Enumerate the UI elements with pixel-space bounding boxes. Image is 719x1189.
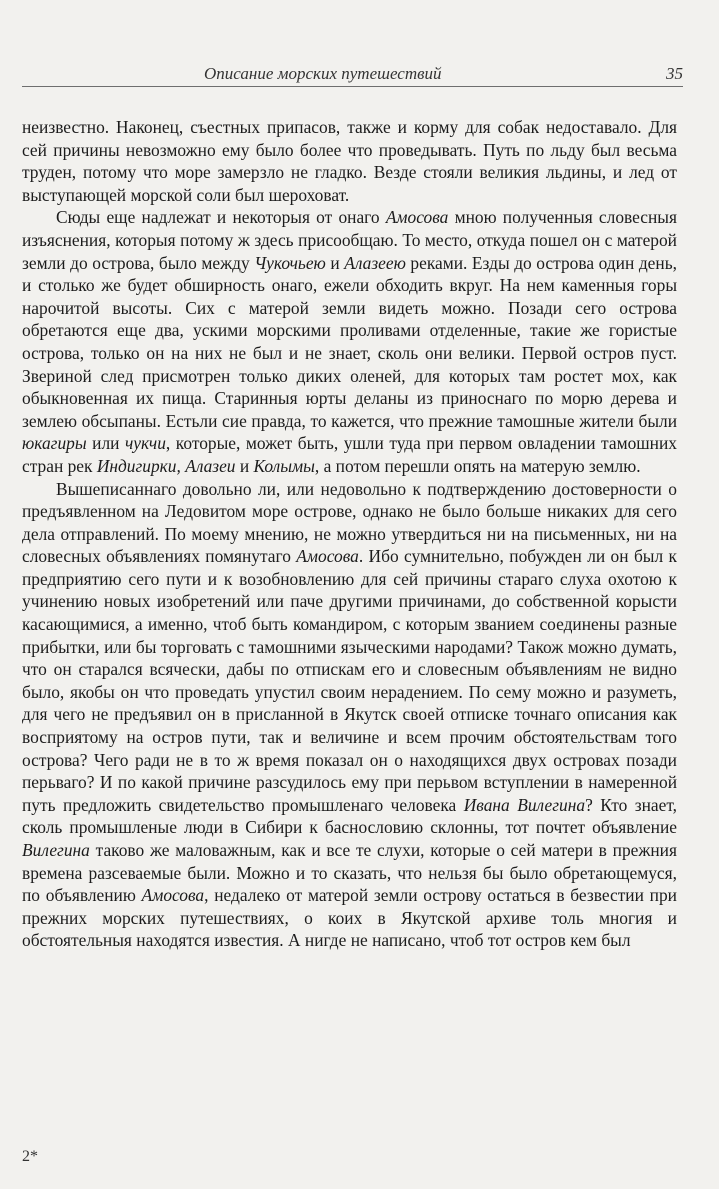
text-run: , которые, может быть, ушли туда при первом овладении тамошних стран рек (22, 433, 677, 476)
italic-name: Колымы (253, 455, 315, 476)
text-run: и (235, 455, 254, 476)
italic-name: Амосова (296, 546, 359, 567)
text-run: и (325, 252, 345, 273)
italic-name: чукчи (124, 433, 166, 454)
italic-name: Алазеею (344, 252, 406, 273)
italic-name: Чукочьею (254, 252, 326, 273)
running-head-title: Описание морских путешествий (204, 64, 442, 83)
text-run: реками. Езды до острова один день, и столько же будет обширность онаго, ежели обходить вкруг. На нем каменныя горы нарочитой высоты. Сих с матерой земли видеть можно. Позади сего острова обретаются еще два, ускими морскими проливами отделенные, такие же гористые острова, только он на них не был и не знает, сколь они велики. Первой остров пуст. Звериной след присмотрен только диких оленей, для которых там ростет мох, как обыкновенная их пища. Старинныя юрты деланы из приноснаго по морю дерева и землею обсыпаны. Естьли сие правда, то кажется, что прежние тамошные жители были (22, 252, 677, 431)
text-run: Вышеписаннаго довольно ли, или недовольно к подтверждению достоверности о предъявленном на Ледовитом море острове, однако не было больше никаких для сего дела отправлений. По моему мнению, не можно утвердиться ни на письменных, ни на словесных объявлениях помянутаго (22, 478, 677, 567)
text-run: , а потом перешли опять на матерую землю. (314, 455, 641, 476)
printer-signature-mark: 2* (22, 1148, 38, 1165)
text-run: Сюды еще надлежат и некоторыя от онаго (56, 207, 386, 228)
text-run: . Ибо сумнительно, побужден ли он был к предприятию сего пути и к возобновлению для сей причины стараго слуха охотою к учинению новых изобретений или паче другими причинами, до собственной корысти касающимися, а именно, чтоб быть командиром, с которым званием соединены разные прибытки, или бы торговать с тамошними языческими народами? Також можно думать, что он старался всячески, дабы по отпискам его и словесным объявлениям не видно было, якобы он что проведать упустил своим нерадением. По сему можно и разуметь, для чего не предъявил он в присланной в Якутск своей отписке точнаго описания как восприятому на остров пути, так и величине и всем прочим обстоятельствам того острова? Чего ради не в то ж время показал он о находящихся двух островах позади перьваго? И по какой причине разсудилось ему при перьвом вступлении в намеренной путь предложить свидетельство промышленаго человека (22, 546, 677, 815)
italic-name: Вилегина (22, 840, 90, 860)
page-number: 35 (666, 64, 683, 83)
text-run: мною полученныя словесныя изъяснения, которыя потому ж здесь присообщаю. То место, откуда пошел он с матерой земли до острова, было между (22, 207, 677, 273)
paragraph-2 (22, 206, 677, 477)
body-text (22, 116, 677, 952)
paragraph-1 (22, 116, 677, 206)
text-run: таково же маловажным, как и все те слухи, которые о сей матери в прежния времена разсеваемые были. Можно и то сказать, что нельзя бы было обретающемуся, по объявлению (22, 840, 677, 906)
paragraph-3 (22, 478, 677, 952)
running-head (22, 60, 683, 87)
italic-name: Амосова (385, 207, 449, 228)
italic-name: Индигирки, Алазеи (96, 455, 236, 476)
italic-name: юкагиры (22, 433, 87, 454)
text-run: , недалеко от матерой земли острову остаться в безвестии при прежних морских путешествиях, о коих в Якутской архиве толь многия и обстоятельныя находятся известия. А нигде не написано, чтоб тот остров кем был (22, 885, 677, 951)
text-run: ? Кто знает, сколь промышленые люди в Сибири к баснословию склонны, тот почтет объявление (22, 794, 678, 838)
text-run: или (86, 433, 125, 454)
italic-name: Амосова (141, 885, 205, 906)
italic-name: Ивана Вилегина (463, 794, 586, 815)
text-run: неизвестно. Наконец, съестных припасов, также и корму для собак недоставало. Для сей причины невозможно ему было более что проведывать. Путь по льду был весьма труден, потому что море замерзло не гладко. Везде стояли великия льдины, и лед от выступающей морской соли был шероховат. (22, 117, 677, 205)
